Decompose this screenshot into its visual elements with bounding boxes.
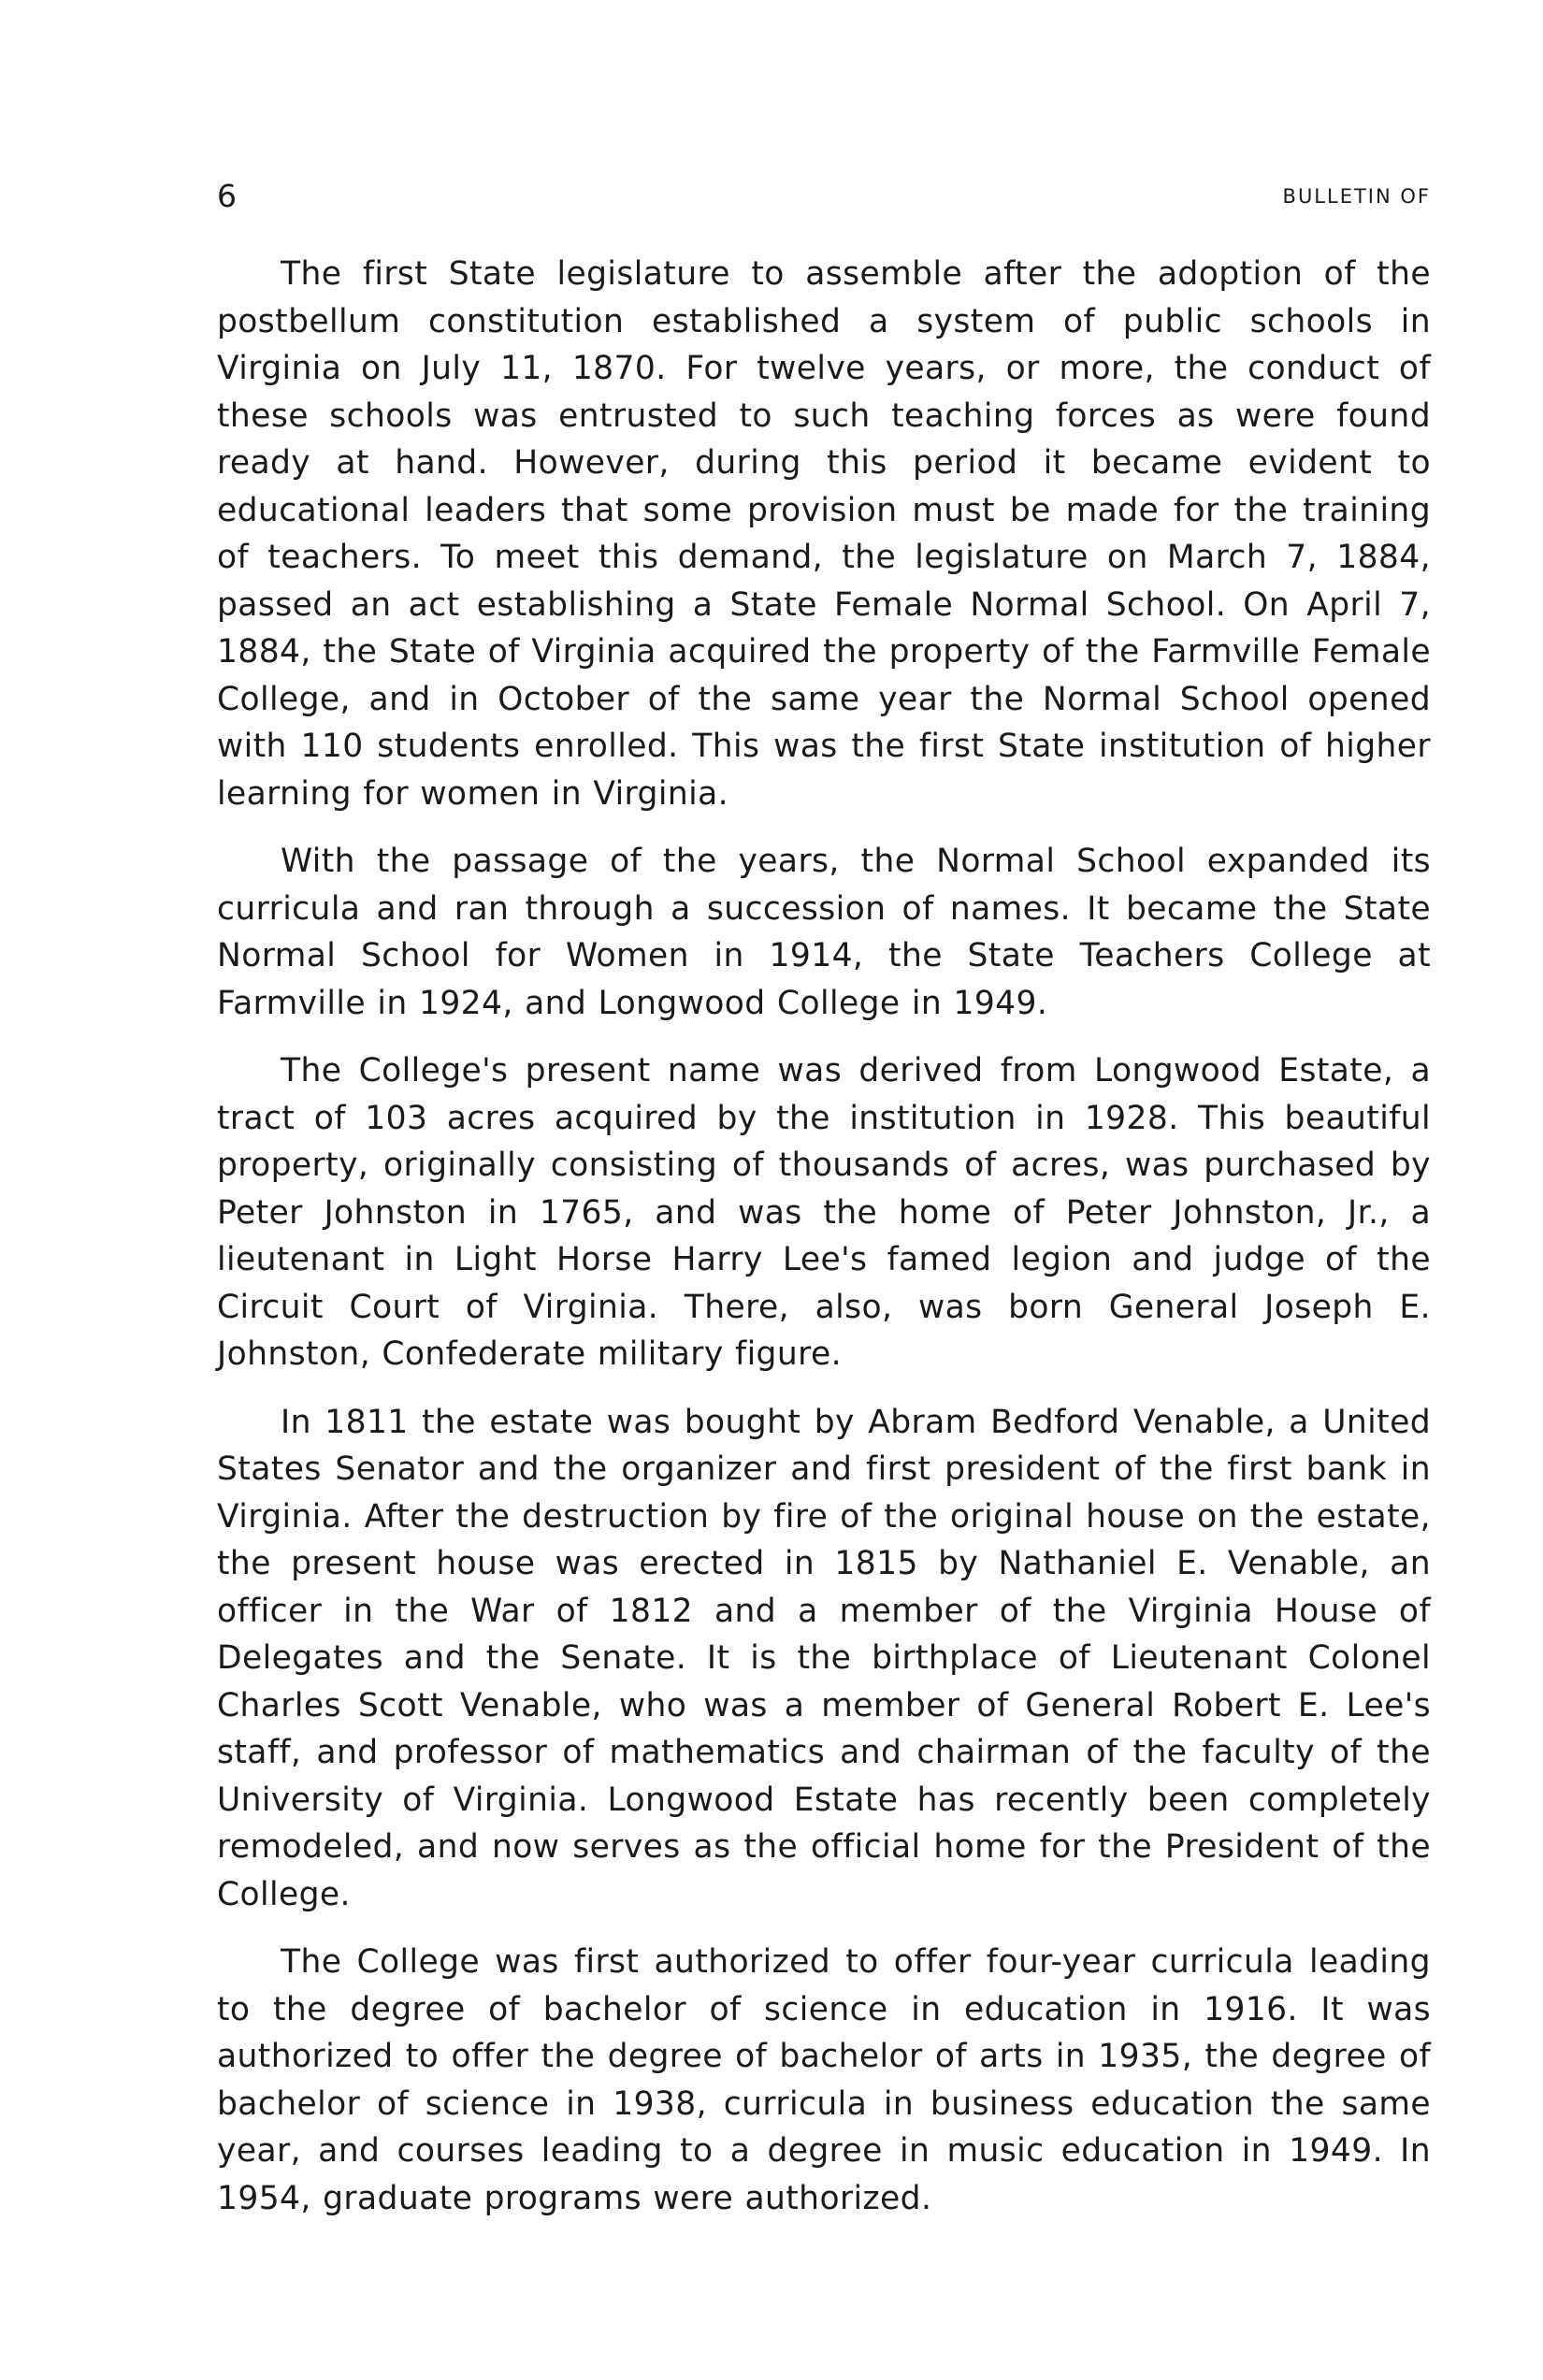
page-number: 6 [217, 178, 238, 214]
paragraph-founding: The first State legislature to assemble after the adoption of the postbellum constitution established a system of public schools in Virginia on July 11, 1870. For twelve years, or more, the conduct of these schools was entrusted to such teaching forces as were found ready at hand. However, during this period it became evident to educational leaders that some provision must be made for the training of teachers. To meet this demand, the legislature on March 7, 1884, passed an act establishing a State Female Normal School. On April 7, 1884, the State of Virginia acquired the property of the Farmville Female College, and in October of the same year the Normal School opened with 110 students enrolled. This was the first State institution of higher learning for women in Virginia. [217, 255, 1431, 813]
running-head: BULLETIN OF [1282, 185, 1431, 208]
paragraph-name-changes: With the passage of the years, the Normal School expanded its curricula and ran through a succession of names. It became the State Normal School for Women in 1914, the State Teachers College at Farmville in 1924, and Longwood College in 1949. [217, 843, 1431, 1022]
page-header [217, 178, 1431, 215]
body-text [217, 251, 1431, 2222]
paragraph-degrees: The College was first authorized to offer four-year curricula leading to the degree of bachelor of science in education in 1916. It was authorized to offer the degree of bachelor of arts in 1935, the degree of bachelor of science in 1938, curricula in business education the same year, and courses leading to a degree in music education in 1949. In 1954, graduate programs were authorized. [217, 1943, 1431, 2217]
paragraph-longwood-estate: The College's present name was derived from Longwood Estate, a tract of 103 acres acquired by the institution in 1928. This beautiful property, originally consisting of thousands of acres, was purchased by Peter Johnston in 1765, and was the home of Peter Johnston, Jr., a lieutenant in Light Horse Harry Lee's famed legion and judge of the Circuit Court of Virginia. There, also, was born General Joseph E. Johnston, Confederate military figure. [217, 1052, 1431, 1373]
paragraph-venable-history: In 1811 the estate was bought by Abram Bedford Venable, a United States Senator and the organizer and first president of the first bank in Virginia. After the destruction by fire of the original house on the estate, the present house was erected in 1815 by Nathaniel E. Venable, an officer in the War of 1812 and a member of the Virginia House of Delegates and the Senate. It is the birthplace of Lieutenant Colonel Charles Scott Venable, who was a member of General Robert E. Lee's staff, and professor of mathematics and chairman of the faculty of the University of Virginia. Longwood Estate has recently been completely remodeled, and now serves as the official home for the President of the College. [217, 1403, 1431, 1913]
